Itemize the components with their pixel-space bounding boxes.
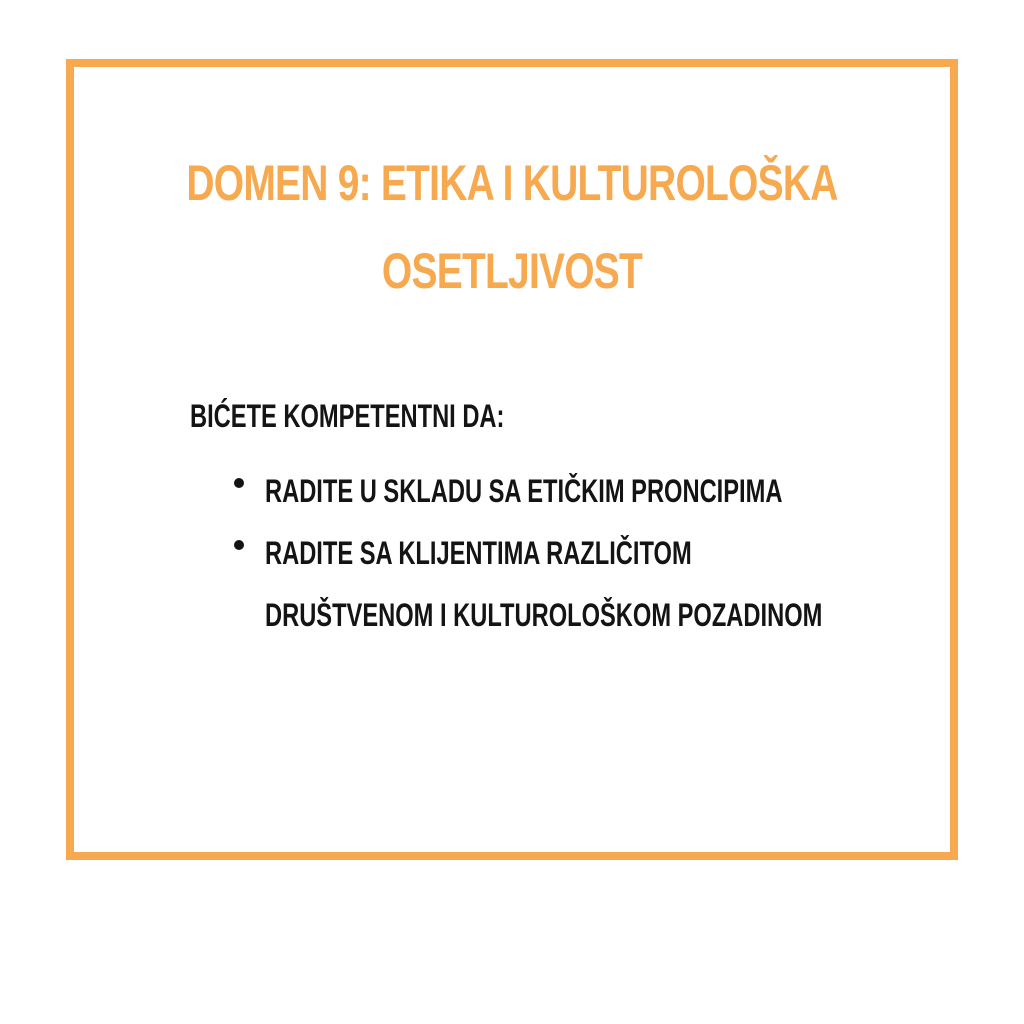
list-item-text-line-2: DRUŠTVENOM I KULTUROLOŠKOM POZADINOM xyxy=(265,597,823,633)
slide-title-line-2: OSETLJIVOST xyxy=(381,243,643,299)
bullet-dot-icon xyxy=(234,540,244,550)
bullet-dot-icon xyxy=(234,478,244,488)
list-item xyxy=(232,522,1018,646)
slide-title-line-1: DOMEN 9: ETIKA I KULTUROLOŠKA xyxy=(186,155,838,211)
list-item-text: RADITE U SKLADU SA ETIČKIM PRONCIPIMA xyxy=(265,473,783,509)
competency-list xyxy=(232,460,1018,646)
list-item xyxy=(232,460,1018,522)
list-item-text-line-1: RADITE SA KLIJENTIMA RAZLIČITOM xyxy=(265,535,692,571)
intro-text: BIĆETE KOMPETENTNI DA: xyxy=(190,398,505,434)
